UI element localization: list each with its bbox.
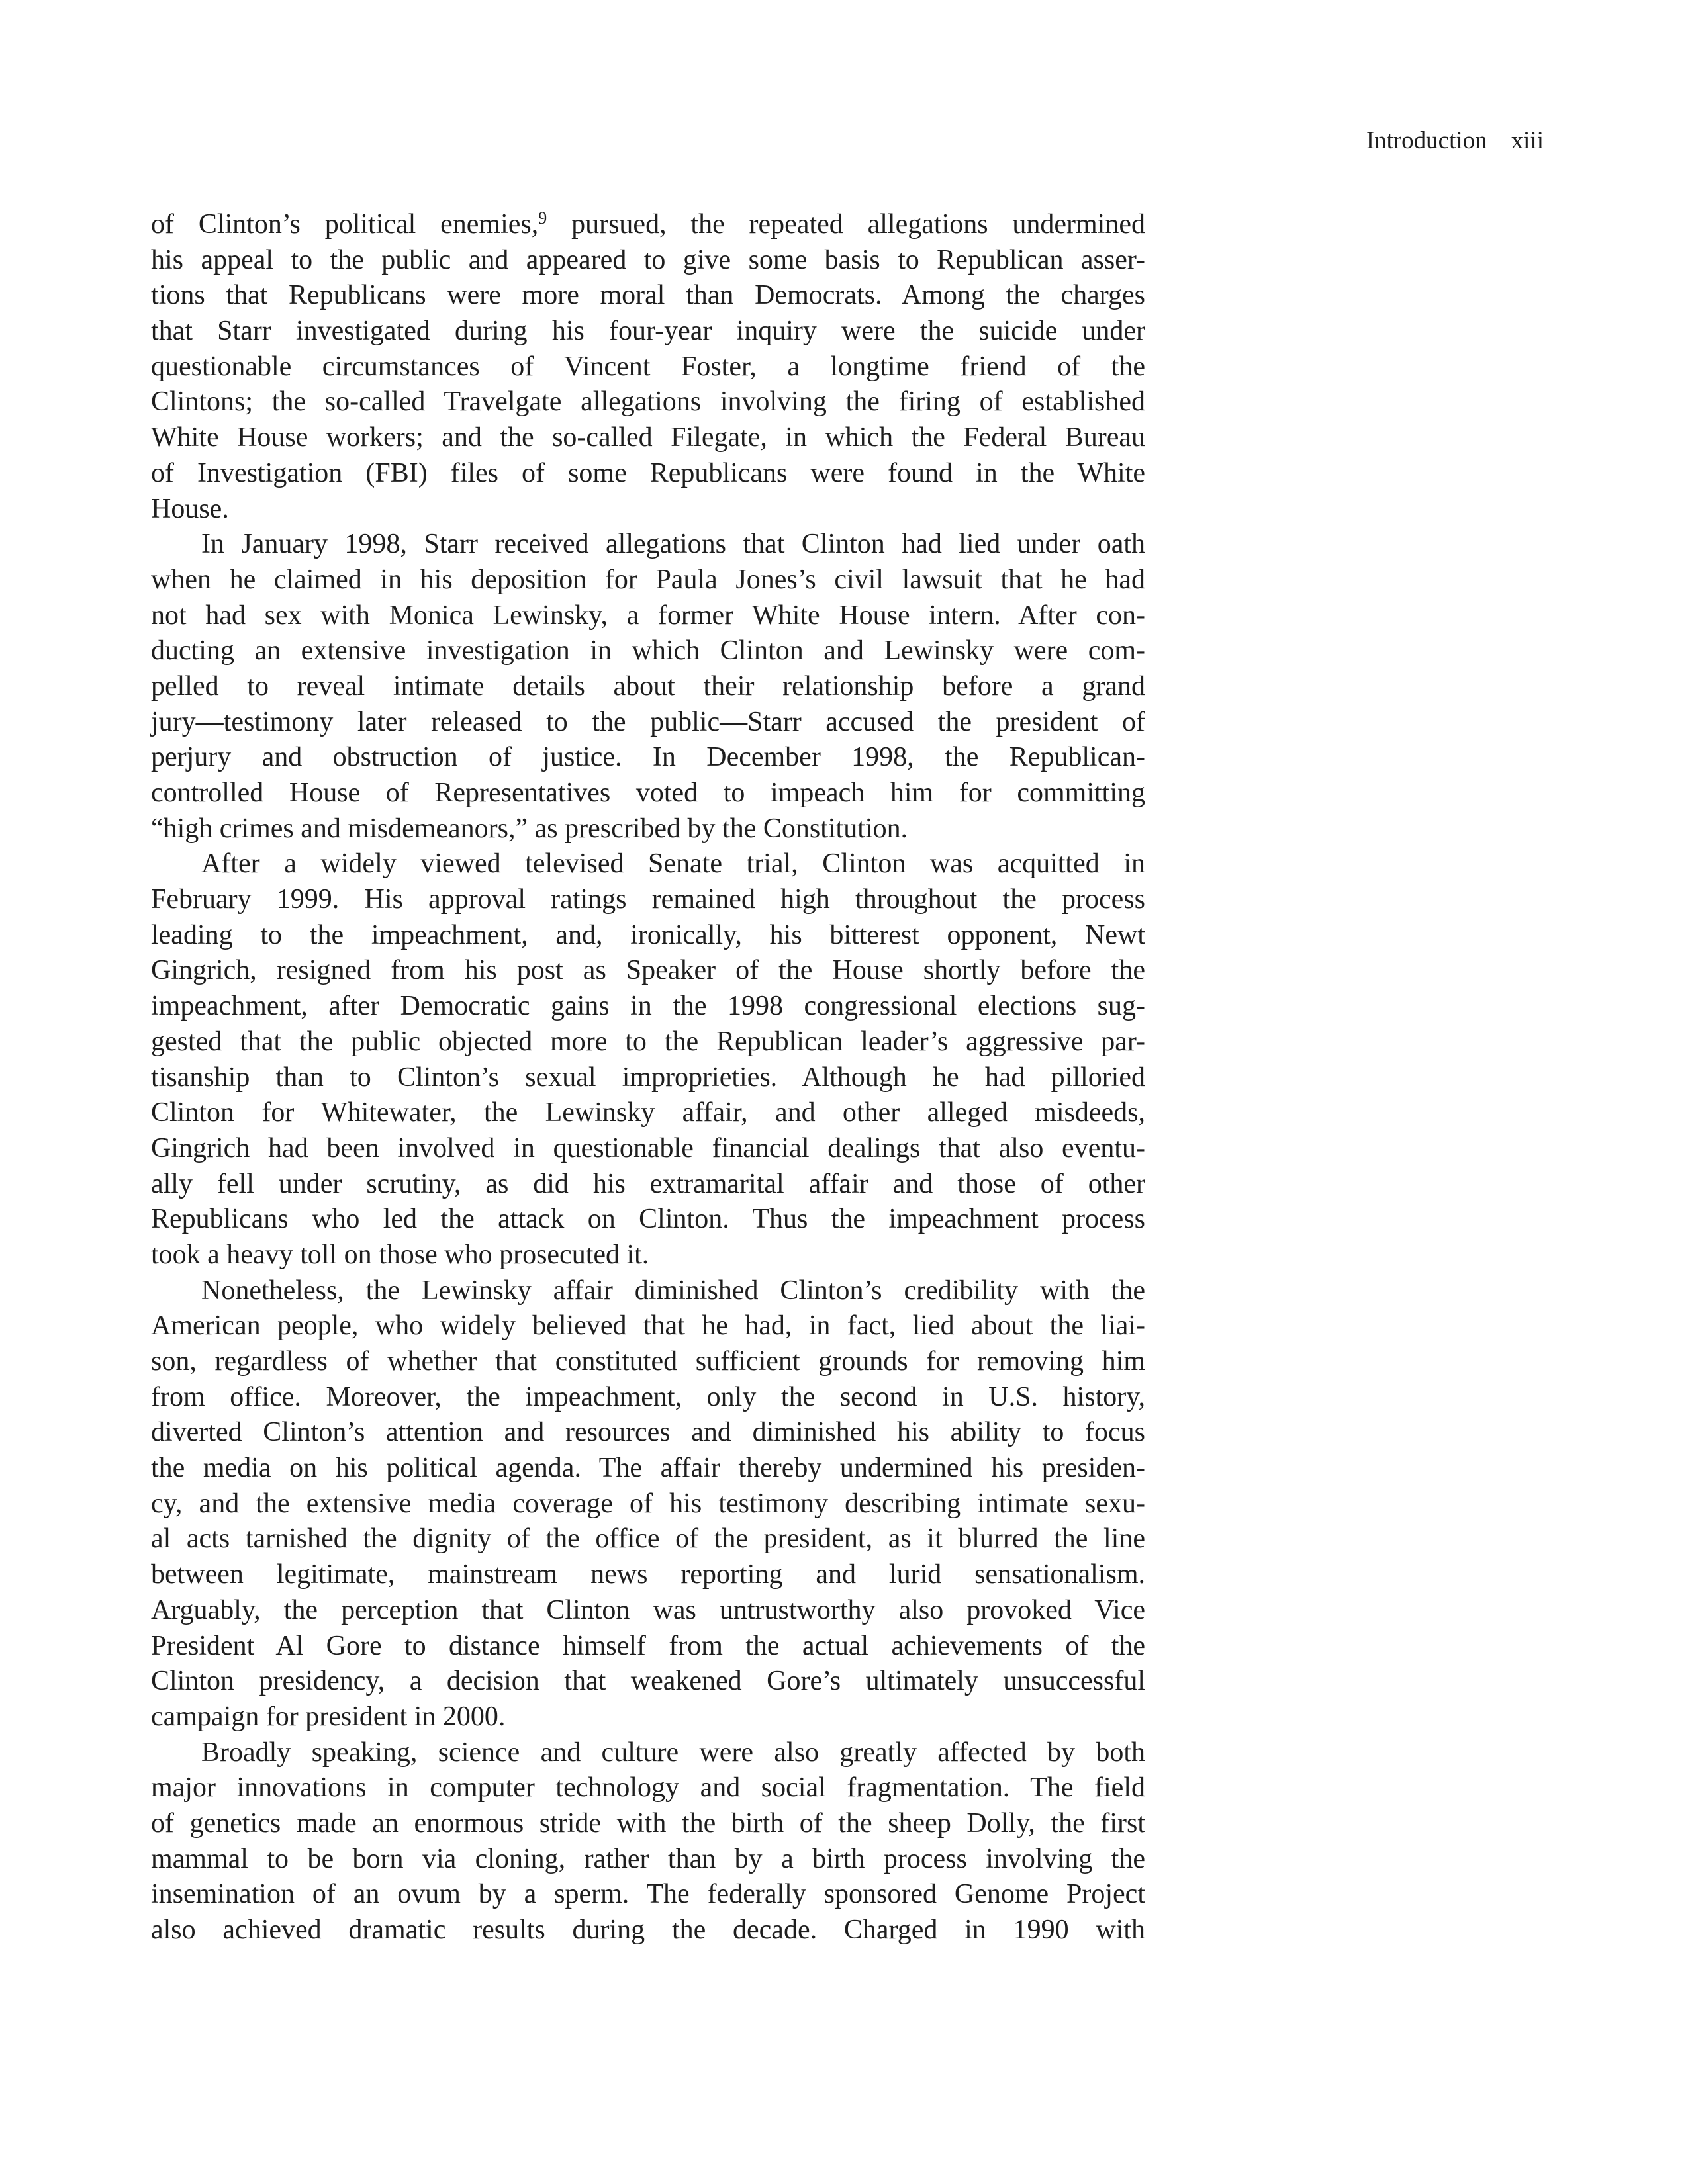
text-line: Broadly speaking, science and culture were also greatly affected by both	[201, 1737, 1145, 1768]
text-line: tisanship than to Clinton’s sexual improprieties. Although he had pilloried	[151, 1062, 1145, 1093]
text-line: After a widely viewed televised Senate trial, Clinton was acquitted in	[201, 848, 1145, 880]
text-line: son, regardless of whether that constituted sufficient grounds for removing him	[151, 1346, 1145, 1377]
text-line: Clinton presidency, a decision that weakened Gore’s ultimately unsuccessful	[151, 1666, 1145, 1697]
text-line: insemination of an ovum by a sperm. The federally sponsored Genome Project	[151, 1879, 1145, 1910]
footnote-reference[interactable]: 9	[538, 208, 547, 228]
text-line: the media on his political agenda. The affair thereby undermined his presiden-	[151, 1453, 1145, 1484]
page-number: xiii	[1511, 127, 1544, 154]
text-line: between legitimate, mainstream news reporting and lurid sensationalism.	[151, 1559, 1145, 1590]
text-line: Clintons; the so-called Travelgate allegations involving the firing of established	[151, 387, 1145, 418]
text-line: mammal to be born via cloning, rather than by a birth process involving the	[151, 1843, 1145, 1874]
text-line: tions that Republicans were more moral than Democrats. Among the charges	[151, 280, 1145, 311]
text-line: “high crimes and misdemeanors,” as prescribed by the Constitution.	[151, 813, 908, 844]
text-line: gested that the public objected more to the Republican leader’s aggressive par-	[151, 1026, 1145, 1057]
text-line: In January 1998, Starr received allegations that Clinton had lied under oath	[201, 529, 1145, 560]
text-line: that Starr investigated during his four-year inquiry were the suicide under	[151, 316, 1145, 347]
text-line: jury—testimony later released to the public—Starr accused the president of	[151, 706, 1145, 737]
text-line: Arguably, the perception that Clinton was untrustworthy also provoked Vice	[151, 1594, 1145, 1625]
text-line: of Investigation (FBI) files of some Republicans were found in the White	[151, 457, 1145, 488]
running-head-section: Introduction	[1366, 127, 1487, 154]
text-line: Republicans who led the attack on Clinton. Thus the impeachment process	[151, 1204, 1145, 1235]
text-line: also achieved dramatic results during the decade. Charged in 1990 with	[151, 1915, 1145, 1945]
text-line: Gingrich, resigned from his post as Speaker of the House shortly before the	[151, 955, 1145, 986]
text-line: when he claimed in his deposition for Paula Jones’s civil lawsuit that he had	[151, 564, 1145, 595]
text-line: Clinton for Whitewater, the Lewinsky affair, and other alleged misdeeds,	[151, 1097, 1145, 1128]
text-line: of genetics made an enormous stride with the birth of the sheep Dolly, the first	[151, 1807, 1145, 1839]
text-line: leading to the impeachment, and, ironically, his bitterest opponent, Newt	[151, 919, 1145, 950]
text-line: ducting an extensive investigation in which Clinton and Lewinsky were com-	[151, 635, 1145, 666]
text-line: President Al Gore to distance himself from the actual achievements of the	[151, 1630, 1145, 1661]
text-line: ally fell under scrutiny, as did his extramarital affair and those of other	[151, 1168, 1145, 1199]
text-line: pelled to reveal intimate details about their relationship before a grand	[151, 670, 1145, 702]
text-line: White House workers; and the so-called Filegate, in which the Federal Bureau	[151, 422, 1145, 453]
text-line: perjury and obstruction of justice. In December 1998, the Republican-	[151, 742, 1145, 773]
text-line: Gingrich had been involved in questionable financial dealings that also eventu-	[151, 1132, 1145, 1163]
text-line: controlled House of Representatives voted to impeach him for committing	[151, 778, 1145, 808]
text-line: his appeal to the public and appeared to give some basis to Republican asser-	[151, 244, 1145, 275]
running-head	[1366, 126, 1544, 156]
text-line: major innovations in computer technology and social fragmentation. The field	[151, 1772, 1145, 1803]
text-line: diverted Clinton’s attention and resources and diminished his ability to focus	[151, 1417, 1145, 1448]
text-line: American people, who widely believed that he had, in fact, lied about the liai-	[151, 1310, 1145, 1342]
text-line: Nonetheless, the Lewinsky affair diminished Clinton’s credibility with the	[201, 1275, 1145, 1306]
text-line: not had sex with Monica Lewinsky, a former White House intern. After con-	[151, 600, 1145, 631]
text-line: questionable circumstances of Vincent Foster, a longtime friend of the	[151, 351, 1145, 382]
text-line: impeachment, after Democratic gains in the 1998 congressional elections sug-	[151, 991, 1145, 1022]
body-text	[151, 207, 1145, 1948]
text-line: al acts tarnished the dignity of the office of the president, as it blurred the line	[151, 1524, 1145, 1555]
text-line: took a heavy toll on those who prosecuted it.	[151, 1239, 649, 1270]
text-line: from office. Moreover, the impeachment, only the second in U.S. history,	[151, 1381, 1145, 1412]
text-line: campaign for president in 2000.	[151, 1701, 506, 1732]
text-line: February 1999. His approval ratings remained high throughout the process	[151, 884, 1145, 915]
text-line: House.	[151, 493, 229, 524]
text-line: of Clinton’s political enemies,$^9$ pursued, the repeated allegations undermined	[151, 208, 1145, 240]
text-line: cy, and the extensive media coverage of his testimony describing intimate sexu-	[151, 1488, 1145, 1519]
